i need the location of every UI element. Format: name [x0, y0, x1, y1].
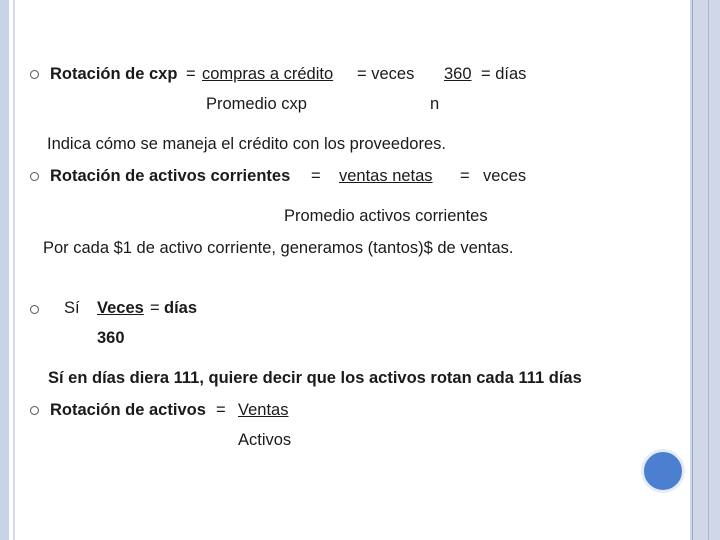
formula-cxp-equals: =	[186, 65, 196, 83]
formula-cxp-days-denominator: n	[430, 95, 440, 113]
formula-activos-equals: =	[216, 401, 226, 419]
note-si: Sí en días diera 111, quiere decir que los activos rotan cada 111 días	[48, 369, 582, 387]
formula-si-result: días	[164, 299, 198, 317]
formula-cxp-denominator: Promedio cxp	[206, 95, 307, 113]
formula-ac-label: Rotación de activos corrientes	[50, 167, 291, 185]
bullet-icon	[30, 305, 39, 314]
formula-cxp-label: Rotación de cxp	[50, 65, 178, 83]
formula-cxp-days-numerator: 360	[444, 65, 472, 83]
formula-cxp-days-result: = días	[481, 65, 527, 83]
note-activos-corrientes: Por cada $1 de activo corriente, generamos (tantos)$ de ventas.	[43, 239, 514, 257]
bullet-icon	[30, 406, 39, 415]
right-border-band	[690, 0, 720, 540]
formula-si-denominator: 360	[97, 329, 125, 347]
bullet-icon	[30, 172, 39, 181]
formula-si-equals: =	[150, 299, 160, 317]
formula-activos-denominator: Activos	[238, 431, 292, 449]
note-cxp: Indica cómo se maneja el crédito con los proveedores.	[47, 135, 446, 153]
formula-ac-numerator: ventas netas	[339, 167, 433, 185]
formula-cxp-result: = veces	[357, 65, 415, 83]
decorative-circle	[641, 449, 685, 493]
formula-cxp-numerator: compras a crédito	[202, 65, 334, 83]
formula-ac-equals-2: =	[460, 167, 470, 185]
right-border-line	[708, 0, 709, 540]
formula-activos-label: Rotación de activos	[50, 401, 206, 419]
left-border-line	[13, 0, 15, 540]
formula-activos-numerator: Ventas	[238, 401, 289, 419]
formula-si-prefix: Sí	[64, 299, 80, 317]
formula-ac-equals: =	[311, 167, 321, 185]
formula-ac-denominator: Promedio activos corrientes	[284, 207, 488, 225]
right-border-line	[692, 0, 693, 540]
formula-ac-result: veces	[483, 167, 527, 185]
bullet-icon	[30, 70, 39, 79]
formula-si-numerator: Veces	[97, 299, 144, 317]
left-border-band	[0, 0, 9, 540]
